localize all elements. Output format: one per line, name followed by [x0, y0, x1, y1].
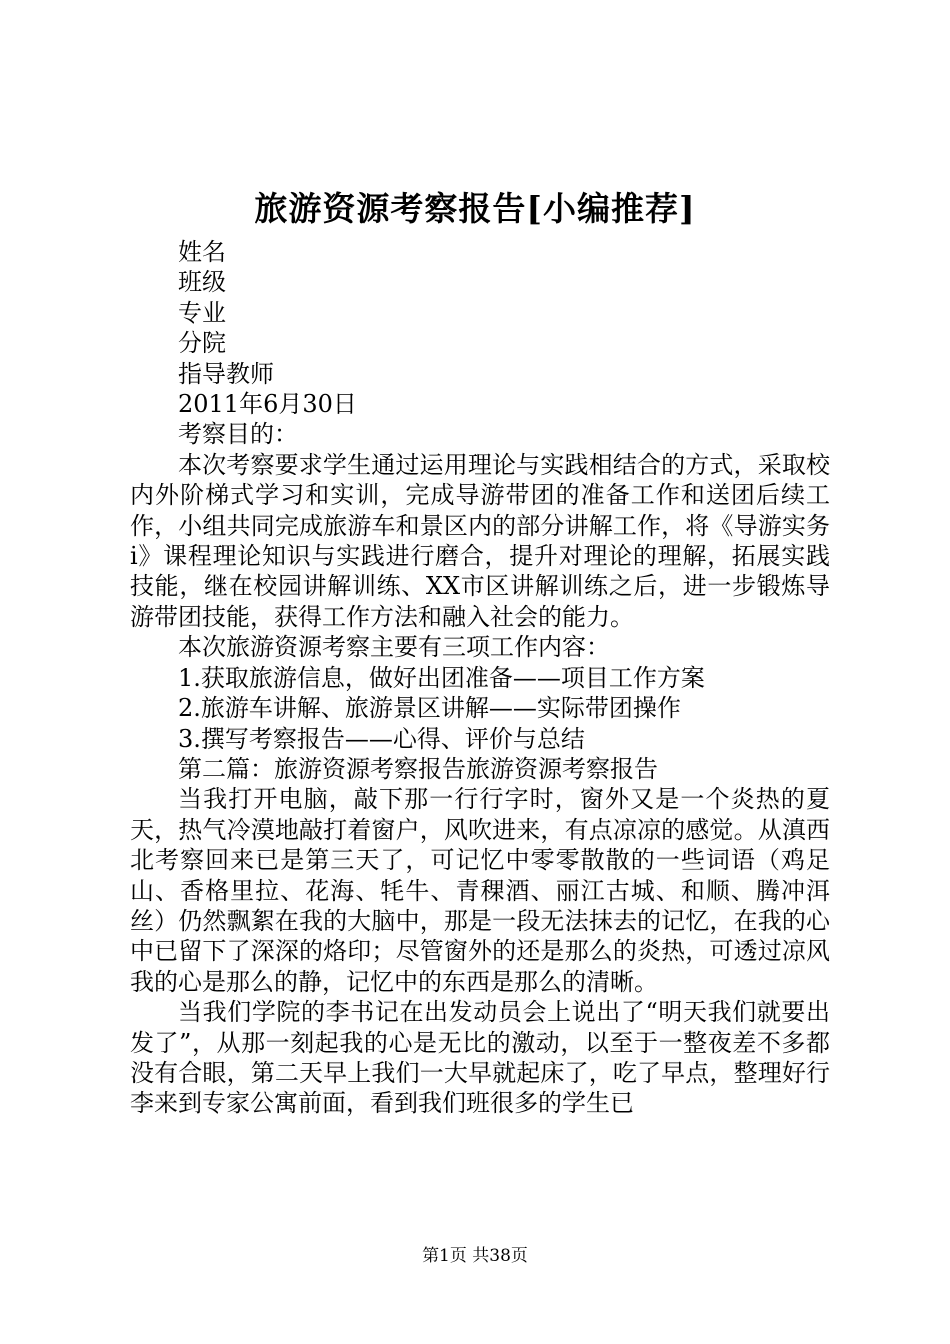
page-footer: 第1页 共38页	[422, 1246, 528, 1266]
meta-major: 专业	[178, 298, 226, 327]
list-item-1: 1.获取旅游信息，做好出团准备——项目工作方案	[178, 663, 705, 692]
section-heading-part-two: 第二篇：旅游资源考察报告旅游资源考察报告	[178, 754, 658, 783]
meta-college: 分院	[178, 329, 226, 358]
paragraph-departure: 当我们学院的李书记在出发动员会上说出了“明天我们就要出发了”，从那一刻起我的心是无比的激动，以至于一整夜差不多都没有合眼，第二天早上我们一大早就起床了，吃了早点，整理好行李来到专家公寓前面，看到我们班很多的学生已	[130, 998, 830, 1118]
meta-class: 班级	[178, 268, 226, 297]
meta-purpose-heading: 考察目的：	[178, 420, 298, 449]
meta-advisor: 指导教师	[178, 359, 274, 388]
meta-date: 2011年6月30日	[178, 390, 357, 419]
paragraph-work-intro: 本次旅游资源考察主要有三项工作内容：	[178, 633, 610, 662]
document-title: 旅游资源考察报告[小编推荐]	[254, 189, 696, 228]
list-item-2: 2.旅游车讲解、旅游景区讲解——实际带团操作	[178, 694, 681, 723]
paragraph-memory: 当我打开电脑，敲下那一行行字时，窗外又是一个炎热的夏天，热气冷漠地敲打着窗户，风吹进来，有点凉凉的感觉。从滇西北考察回来已是第三天了，可记忆中零零散散的一些词语（鸡足山、香格里拉、花海、牦牛、青稞酒、丽江古城、和顺、腾冲洱丝）仍然飘絮在我的大脑中，那是一段无法抹去的记忆，在我的心中已留下了深深的烙印；尽管窗外的还是那么的炎热，可透过凉风我的心是那么的静，记忆中的东西是那么的清晰。	[130, 785, 830, 996]
list-item-3: 3.撰写考察报告——心得、评价与总结	[178, 724, 585, 753]
paragraph-purpose: 本次考察要求学生通过运用理论与实践相结合的方式，采取校内外阶梯式学习和实训，完成导游带团的准备工作和送团后续工作，小组共同完成旅游车和景区内的部分讲解工作，将《导游实务ⅰ》课程理论知识与实践进行磨合，提升对理论的理解，拓展实践技能，继在校园讲解训练、XX市区讲解训练之后，进一步锻炼导游带团技能，获得工作方法和融入社会的能力。	[130, 450, 830, 631]
document-body	[130, 237, 830, 1119]
meta-name: 姓名	[178, 238, 226, 266]
